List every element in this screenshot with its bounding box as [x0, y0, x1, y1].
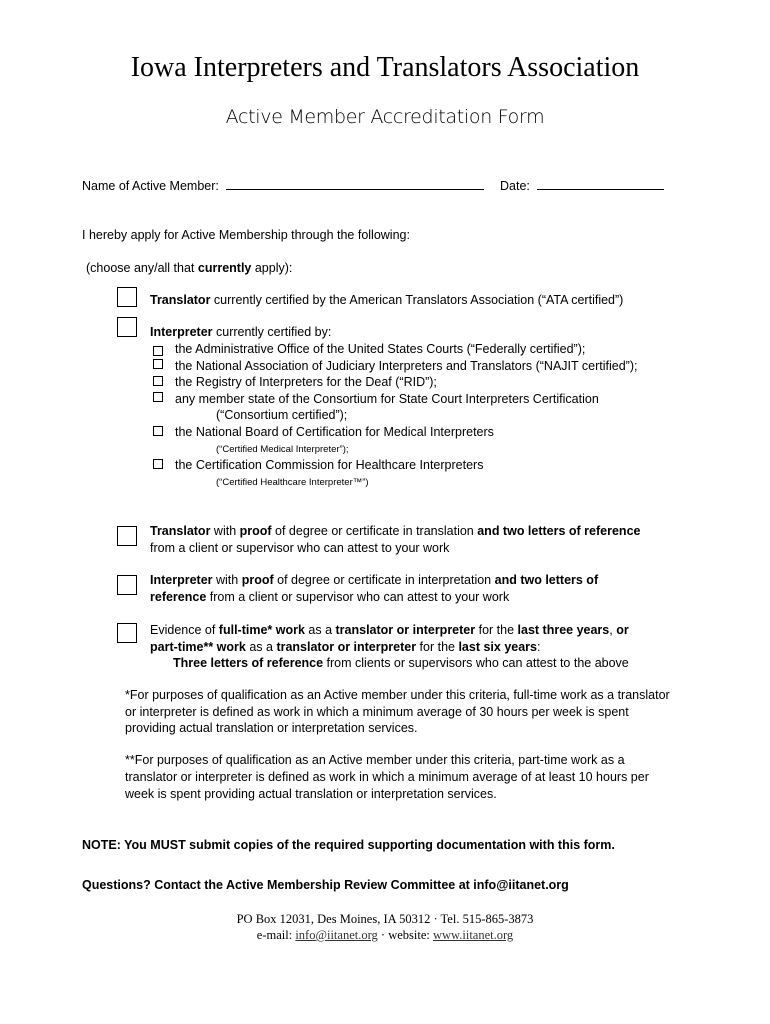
sub-item-medical: the National Board of Certification for Medical Interpreters — [175, 425, 494, 439]
parttime-note-line3: week is spent providing actual translation or interpretation services. — [125, 787, 497, 801]
fulltime-note-line2: or interpreter is defined as work in which a minimum average of 30 hours per week is spent — [125, 705, 629, 719]
medical-interpreter-checkbox[interactable] — [153, 426, 163, 436]
option-interpreter-proof-line2: reference from a client or supervisor who can attest to your work — [150, 590, 510, 604]
sub-item-consortium-note: (“Consortium certified”); — [216, 408, 348, 422]
date-field[interactable] — [537, 177, 664, 190]
option-translator-proof-line2: from a client or supervisor who can attest to your work — [150, 541, 450, 555]
healthcare-interpreter-checkbox[interactable] — [153, 459, 163, 469]
sub-item-rid: the Registry of Interpreters for the Deaf (“RID”); — [175, 375, 437, 389]
option-interpreter-certified: Interpreter currently certified by: — [150, 325, 332, 339]
fulltime-note-line3: providing actual translation or interpretation services. — [125, 721, 418, 735]
apply-statement: I hereby apply for Active Membership through the following: — [82, 228, 410, 242]
footer-contact: e-mail: info@iitanet.org · website: www.iitanet.org — [256, 928, 514, 942]
ata-certified-checkbox[interactable] — [117, 287, 137, 307]
date-label: Date: — [500, 179, 530, 193]
fulltime-note-line1: *For purposes of qualification as an Active member under this criteria, full-time work as a translator — [125, 688, 670, 702]
page-subtitle: Active Member Accreditation Form — [225, 106, 545, 128]
date-field-row — [500, 177, 664, 193]
website-link[interactable]: www.iitanet.org — [432, 928, 514, 942]
choose-instruction: (choose any/all that currently apply): — [86, 261, 293, 275]
name-field[interactable] — [226, 177, 484, 190]
option-ata-certified: Translator currently certified by the American Translators Association (“ATA certified”) — [150, 293, 624, 307]
interpreter-certified-checkbox[interactable] — [117, 317, 137, 337]
parttime-note-line1: **For purposes of qualification as an Active member under this criteria, part-time work as a — [125, 753, 625, 767]
questions-contact: Questions? Contact the Active Membership Review Committee at info@iitanet.org — [82, 878, 569, 892]
documentation-note: NOTE: You MUST submit copies of the required supporting documentation with this form. — [82, 838, 615, 852]
interpreter-proof-checkbox[interactable] — [117, 575, 137, 595]
name-field-row — [82, 177, 484, 193]
rid-checkbox[interactable] — [153, 376, 163, 386]
option-translator-proof: Translator with proof of degree or certificate in translation and two letters of reference — [150, 524, 641, 538]
sub-item-consortium: any member state of the Consortium for State Court Interpreters Certification — [175, 392, 599, 406]
federally-certified-checkbox[interactable] — [153, 346, 163, 356]
footer-address: PO Box 12031, Des Moines, IA 50312 · Tel. 515-865-3873 — [236, 912, 534, 926]
parttime-note-line2: translator or interpreter is defined as work in which a minimum average of at least 10 hours per — [125, 770, 649, 784]
consortium-checkbox[interactable] — [153, 392, 163, 402]
sub-item-medical-note: (“Certified Medical Interpreter”); — [216, 444, 349, 455]
sub-item-healthcare-note: (“Certified Healthcare Interpreter™”) — [216, 477, 369, 488]
option-work-evidence-line2: part-time** work as a translator or interpreter for the last six years: — [150, 640, 541, 654]
sub-item-federal: the Administrative Office of the United States Courts (“Federally certified”); — [175, 342, 586, 356]
translator-proof-checkbox[interactable] — [117, 526, 137, 546]
email-link[interactable]: info@iitanet.org — [295, 928, 378, 942]
sub-item-najit: the National Association of Judiciary Interpreters and Translators (“NAJIT certified”); — [175, 359, 638, 373]
option-interpreter-proof: Interpreter with proof of degree or certificate in interpretation and two letters of — [150, 573, 599, 587]
option-work-evidence-line3: Three letters of reference from clients or supervisors who can attest to the above — [173, 656, 629, 670]
work-evidence-checkbox[interactable] — [117, 623, 137, 643]
page-title: Iowa Interpreters and Translators Association — [130, 52, 640, 83]
sub-item-healthcare: the Certification Commission for Healthcare Interpreters — [175, 458, 484, 472]
option-work-evidence: Evidence of full-time* work as a translator or interpreter for the last three years, or — [150, 623, 629, 637]
name-label: Name of Active Member: — [82, 179, 219, 193]
najit-certified-checkbox[interactable] — [153, 359, 163, 369]
